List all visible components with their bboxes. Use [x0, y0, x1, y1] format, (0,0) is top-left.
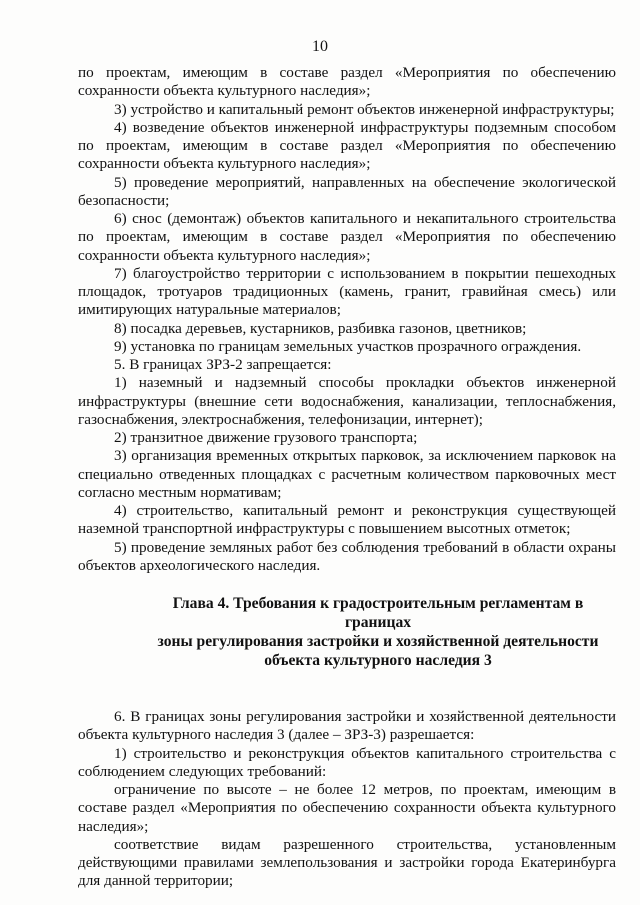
paragraph: 5. В границах ЗРЗ-2 запрещается: [114, 356, 332, 373]
paragraph: 9) установка по границам земельных участков прозрачного ограждения. [114, 337, 582, 355]
paragraph: по проектам, имеющим в составе раздел «Мероприятия по обеспечению сохранности объекта культурного наследия»; [78, 64, 616, 100]
page-number: 10 [312, 38, 328, 55]
chapter-heading [78, 594, 616, 670]
chapter-heading-line-1: Глава 4. Требования к градостроительным регламентам в границах [172, 595, 584, 631]
paragraph: 1) строительство и реконструкция объектов капитального строительства с соблюдением следующих требований: [78, 744, 616, 780]
paragraph: 3) устройство и капитальный ремонт объектов инженерной инфраструктуры; [114, 100, 615, 118]
chapter-heading-line-2: зоны регулирования застройки и хозяйственной деятельности [157, 633, 599, 650]
paragraph: 7) благоустройство территории с использованием в покрытии пешеходных площадок, тротуаров традиционных (камень, гранит, гравийная смесь) или имитирующих натуральные материалов; [78, 264, 616, 319]
paragraph: 4) возведение объектов инженерной инфраструктуры подземным способом по проектам, имеющим в составе раздел «Мероприятия по обеспечению сохранности объекта культурного наследия»; [78, 118, 616, 173]
paragraph: 3) организация временных открытых парковок, за исключением парковок на специально отведенных площадках с расчетным количеством парковочных мест согласно местным нормативам; [78, 447, 616, 501]
paragraph: ограничение по высоте – не более 12 метров, по проектам, имеющим в составе раздел «Мероприятия по обеспечению сохранности объекта культурного наследия»; [78, 781, 616, 835]
paragraph: соответствие видам разрешенного строительства, установленным действующими правилами землепользования и застройки города Екатеринбурга для данной территории; [78, 835, 616, 890]
chapter-heading-line-3: объекта культурного наследия 3 [264, 652, 492, 669]
paragraph: 4) строительство, капитальный ремонт и реконструкция существующей наземной транспортной инфраструктуры с повышением высотных отметок; [78, 502, 616, 538]
document-body [78, 64, 616, 891]
paragraph: 6. В границах зоны регулирования застройки и хозяйственной деятельности объекта культурного наследия 3 (далее – ЗРЗ-3) разрешается: [78, 708, 616, 744]
paragraphs-after-heading [78, 708, 616, 891]
paragraph: 5) проведение земляных работ без соблюдения требований в области охраны объектов археологического наследия. [78, 538, 616, 574]
paragraph: 1) наземный и надземный способы прокладки объектов инженерной инфраструктуры (внешние сети водоснабжения, канализации, теплоснабжения, газоснабжения, электроснабжения, телефонизации, интернет); [78, 374, 616, 428]
paragraph: 8) посадка деревьев, кустарников, разбивка газонов, цветников; [114, 319, 527, 337]
paragraphs-before-heading [78, 64, 616, 575]
paragraph: 6) снос (демонтаж) объектов капитального и некапитального строительства по проектам, имеющим в составе раздел «Мероприятия по обеспечению сохранности объекта культурного наследия»; [78, 210, 616, 264]
paragraph: 5) проведение мероприятий, направленных на обеспечение экологической безопасности; [78, 173, 616, 209]
paragraph: 2) транзитное движение грузового транспорта; [114, 429, 418, 446]
